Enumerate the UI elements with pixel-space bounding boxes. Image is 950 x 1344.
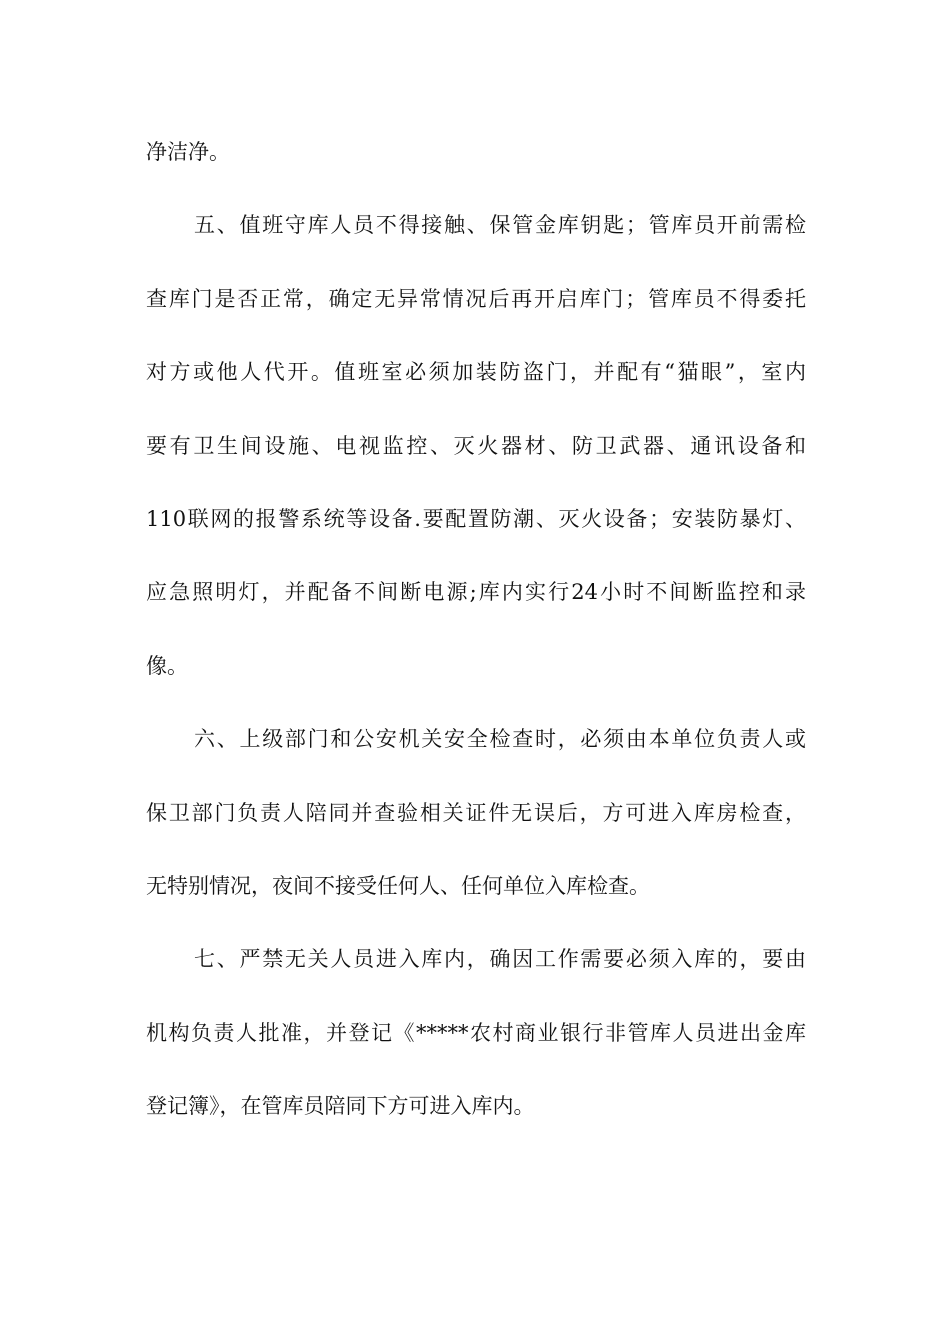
text-line: 应急照明灯，并配备不间断电源;库内实行24小时不间断监控和录 — [146, 580, 806, 605]
text-line: 保卫部门负责人陪同并查验相关证件无误后，方可进入库房检查， — [146, 800, 806, 825]
text-line: 七、严禁无关人员进入库内，确因工作需要必须入库的，要由 — [194, 947, 806, 972]
text-line: 查库门是否正常，确定无异常情况后再开启库门；管库员不得委托 — [146, 286, 806, 311]
text-line: 110联网的报警系统等设备.要配置防潮、灭火设备；安装防暴灯、 — [146, 506, 806, 531]
text-line: 五、值班守库人员不得接触、保管金库钥匙；管库员开前需检 — [194, 213, 806, 238]
text-line: 像。 — [146, 653, 188, 678]
text-line: 净洁净。 — [146, 140, 230, 164]
text-line: 要有卫生间设施、电视监控、灭火器材、防卫武器、通讯设备和 — [146, 433, 806, 458]
text-line: 无特别情况，夜间不接受任何人、任何单位入库检查。 — [146, 873, 650, 898]
text-line: 登记簿》，在管库员陪同下方可进入库内。 — [146, 1094, 535, 1119]
text-line: 六、上级部门和公安机关安全检查时，必须由本单位负责人或 — [194, 727, 806, 752]
text-line: 对方或他人代开。值班室必须加装防盗门，并配有“猫眼”，室内 — [146, 360, 806, 385]
document-body — [146, 128, 806, 1155]
text-line: 机构负责人批准，并登记《*****农村商业银行非管库人员进出金库 — [146, 1020, 806, 1045]
